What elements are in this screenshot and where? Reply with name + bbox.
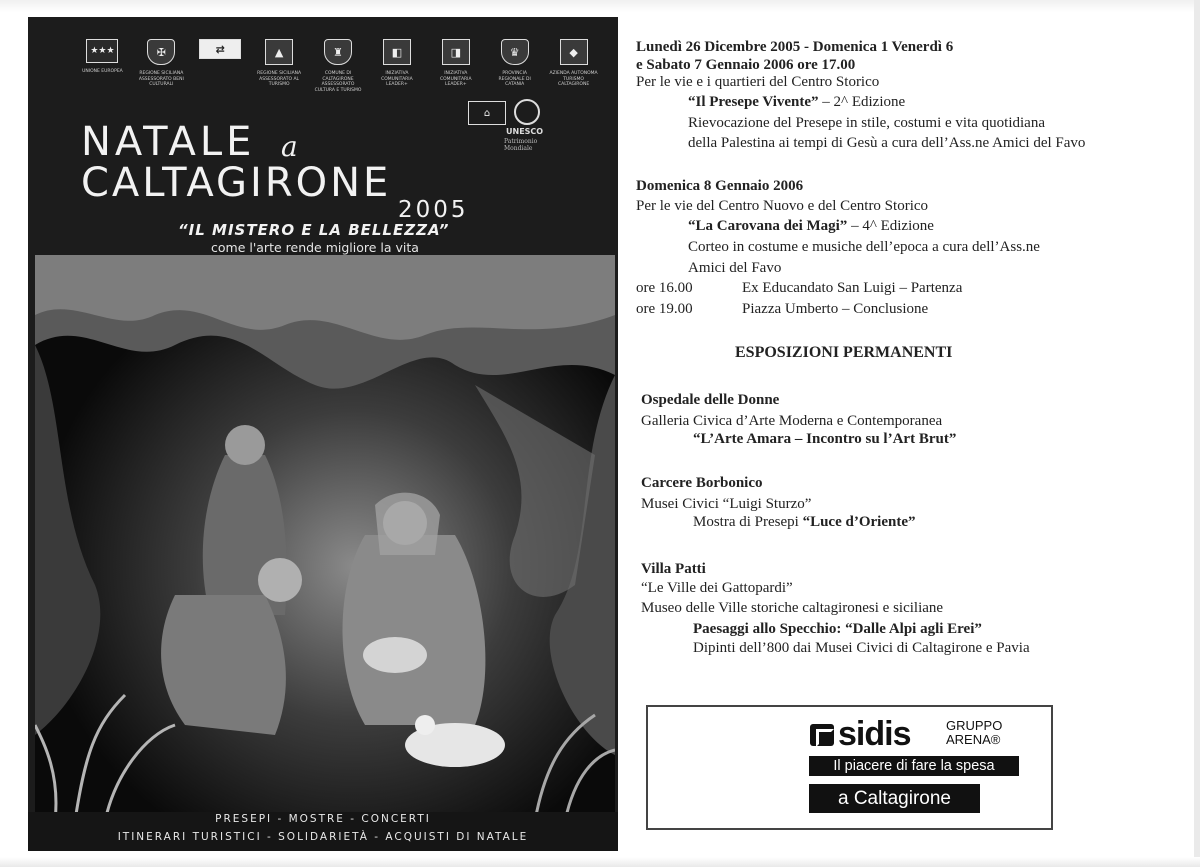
sponsor-ad xyxy=(646,705,1053,830)
event2-place: Per le vie del Centro Nuovo e del Centro Storico xyxy=(636,198,929,214)
sponsor-group-line1: GRUPPO xyxy=(946,718,1003,733)
world-heritage-icon xyxy=(514,99,540,125)
ex1-title: “L’Arte Amara – Incontro su l’Art Brut” xyxy=(693,431,957,447)
unesco-temple-icon: ⌂ xyxy=(468,101,506,125)
event-poster xyxy=(28,17,618,851)
leader-plus-icon: ◨ xyxy=(442,39,470,65)
ex3-line3: Dipinti dell’800 dai Musei Civici di Caltagirone e Pavia xyxy=(693,640,1030,656)
poster-footer-line2: ITINERARI TURISTICI - SOLIDARIETÀ - ACQUISTI DI NATALE xyxy=(117,831,529,843)
provincia-catania-icon: ♛ xyxy=(501,39,529,65)
scan-edge-right xyxy=(1194,0,1200,867)
logo-eu xyxy=(78,39,127,109)
event2-desc2: Amici del Favo xyxy=(688,260,782,276)
exhibitions-heading: ESPOSIZIONI PERMANENTI xyxy=(735,344,953,361)
nativity-scene-photo xyxy=(35,255,615,821)
title-city: CALTAGIRONE xyxy=(81,160,392,206)
sponsor-group-line2: ARENA® xyxy=(946,732,1001,747)
sponsor-city: a Caltagirone xyxy=(809,784,980,813)
ex1-line: Galleria Civica d’Arte Moderna e Contemporanea xyxy=(641,413,943,429)
logo-regione-beni-culturali xyxy=(137,39,186,109)
event2-desc1: Corteo in costume e musiche dell’epoca a cura dell’Ass.ne xyxy=(688,239,1040,255)
sponsor-tagline: Il piacere di fare la spesa xyxy=(809,756,1019,776)
event1-dates-line2: e Sabato 7 Gennaio 2006 ore 17.00 xyxy=(636,57,856,73)
event2-edition: – 4^ Edizione xyxy=(847,218,934,234)
eu-flag-icon: ★★★ xyxy=(86,39,118,63)
logo-caption: REGIONE SICILIANA ASSESSORATO AL TURISMO xyxy=(257,71,302,88)
unesco-name: UNESCO xyxy=(506,127,544,136)
unesco-subtitle: Patrimonio Mondiale xyxy=(504,138,538,152)
event2-title: “La Carovana dei Magi” xyxy=(688,218,848,234)
title-a: a xyxy=(281,130,298,163)
azienda-turismo-icon: ◆ xyxy=(560,39,588,65)
logo-por xyxy=(196,39,245,109)
ex2-title-line xyxy=(693,513,915,532)
nativity-scene-illustration xyxy=(35,255,615,821)
ex3-line1: “Le Ville dei Gattopardi” xyxy=(641,580,793,596)
event1-desc1: Rievocazione del Presepe in stile, costumi e vita quotidiana xyxy=(688,115,1045,131)
event1-dates-line1: Lunedì 26 Dicembre 2005 - Domenica 1 Venerdì 6 xyxy=(636,39,954,55)
sidis-logo-icon xyxy=(810,724,834,746)
logo-caption: INIZIATIVA COMUNITARIA LEADER+ xyxy=(440,71,472,88)
regione-sicilia-beni-culturali-icon: ✠ xyxy=(147,39,175,65)
title-natale: NATALE xyxy=(81,119,256,165)
event1-title-line xyxy=(688,93,905,112)
title-year: 2005 xyxy=(398,197,469,223)
ex2-title: “Luce d’Oriente” xyxy=(802,514,916,530)
sponsor-group xyxy=(946,719,1002,747)
event1-title: “Il Presepe Vivente” xyxy=(688,94,819,110)
logo-comune-caltagirone xyxy=(314,39,363,109)
schedule-time: ore 16.00 xyxy=(636,280,693,296)
poster-footer-line1: PRESEPI - MOSTRE - CONCERTI xyxy=(215,813,431,825)
logo-caption: UNIONE EUROPEA xyxy=(82,69,123,74)
schedule-time: ore 19.00 xyxy=(636,301,693,317)
ex2-venue: Carcere Borbonico xyxy=(641,475,763,491)
comune-caltagirone-icon: ♜ xyxy=(324,39,352,65)
ex3-venue: Villa Patti xyxy=(641,561,706,577)
regione-sicilia-turismo-icon: ▲ xyxy=(265,39,293,65)
poster-motto-subtitle: come l'arte rende migliore la vita xyxy=(211,240,419,255)
logo-regione-turismo xyxy=(255,39,304,109)
event1-edition: – 2^ Edizione xyxy=(818,94,906,110)
event1-desc2: della Palestina ai tempi di Gesù a cura dell’Ass.ne Amici del Favo xyxy=(688,135,1086,151)
ex1-venue: Ospedale delle Donne xyxy=(641,392,780,408)
logo-caption: COMUNE DI CALTAGIRONE ASSESSORATO CULTURA E TURISMO xyxy=(314,71,362,93)
event2-date: Domenica 8 Gennaio 2006 xyxy=(636,178,804,194)
event1-place: Per le vie e i quartieri del Centro Storico xyxy=(636,74,880,90)
ex3-title: Paesaggi allo Specchio: “Dalle Alpi agli Erei” xyxy=(693,621,982,637)
scan-edge-top xyxy=(0,0,1200,12)
logo-caption: AZIENDA AUTONOMA TURISMO CALTAGIRONE xyxy=(549,71,598,88)
por-icon: ⇄ xyxy=(199,39,241,59)
leader-icon: ◧ xyxy=(383,39,411,65)
logo-caption: INIZIATIVA COMUNITARIA LEADER+ xyxy=(381,71,413,88)
scan-edge-bottom xyxy=(0,857,1200,867)
logo-caption: PROVINCIA REGIONALE DI CATANIA xyxy=(498,71,531,88)
ex2-prefix: Mostra di Presepi xyxy=(693,514,803,530)
poster-motto: “IL MISTERO E LA BELLEZZA” xyxy=(178,221,450,239)
unesco-badge xyxy=(460,97,560,157)
schedule-text: Piazza Umberto – Conclusione xyxy=(742,301,929,317)
ex2-line: Musei Civici “Luigi Sturzo” xyxy=(641,496,812,512)
logo-leader xyxy=(372,39,421,109)
logo-caption: REGIONE SICILIANA ASSESSORATO BENI CULTURALI xyxy=(138,71,184,88)
schedule-text: Ex Educandato San Luigi – Partenza xyxy=(742,280,963,296)
ex3-line2: Museo delle Ville storiche caltagironesi e siciliane xyxy=(641,600,944,616)
sponsor-brand: sidis xyxy=(838,715,911,753)
event2-title-line xyxy=(688,217,934,236)
